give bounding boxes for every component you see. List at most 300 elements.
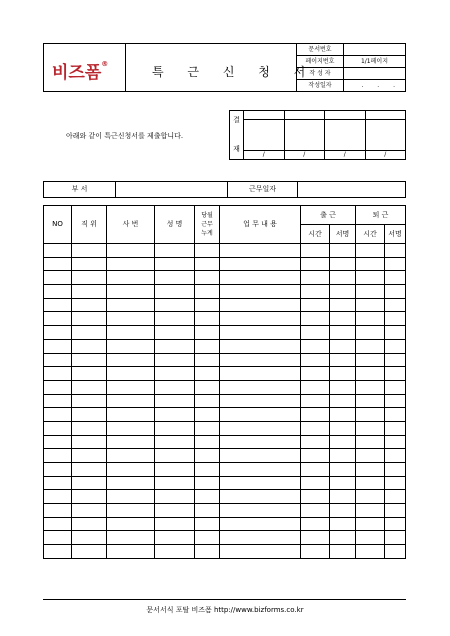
cell-in-time[interactable] [301, 490, 330, 504]
cell-no[interactable] [44, 476, 72, 490]
cell-employee-no[interactable] [107, 476, 155, 490]
table-row [44, 298, 406, 312]
cell-cumulative[interactable] [195, 449, 220, 463]
cell-in-time[interactable] [301, 449, 330, 463]
cell-name[interactable] [155, 476, 195, 490]
table-row [44, 463, 406, 477]
cell-cumulative[interactable] [195, 517, 220, 531]
cell-in-time[interactable] [301, 339, 330, 353]
cell-out-time[interactable] [356, 298, 385, 312]
workdate-value[interactable] [298, 182, 406, 198]
cell-name[interactable] [155, 435, 195, 449]
writer-value[interactable] [344, 68, 406, 80]
cell-task[interactable] [220, 257, 301, 271]
cell-cumulative[interactable] [195, 285, 220, 299]
cell-out-time[interactable] [356, 312, 385, 326]
cell-task[interactable] [220, 298, 301, 312]
cell-out-sign[interactable] [385, 380, 406, 394]
cell-position[interactable] [72, 257, 107, 271]
cell-in-sign[interactable] [330, 271, 356, 285]
cell-employee-no[interactable] [107, 353, 155, 367]
cell-employee-no[interactable] [107, 504, 155, 518]
cell-out-time[interactable] [356, 504, 385, 518]
cell-employee-no[interactable] [107, 408, 155, 422]
cell-task[interactable] [220, 408, 301, 422]
cell-no[interactable] [44, 298, 72, 312]
table-row [44, 421, 406, 435]
cell-in-sign[interactable] [330, 326, 356, 340]
cell-name[interactable] [155, 244, 195, 258]
cell-name[interactable] [155, 298, 195, 312]
cell-position[interactable] [72, 490, 107, 504]
cell-out-sign[interactable] [385, 435, 406, 449]
cell-position[interactable] [72, 394, 107, 408]
cell-name[interactable] [155, 463, 195, 477]
cell-no[interactable] [44, 257, 72, 271]
cell-no[interactable] [44, 367, 72, 381]
cell-cumulative[interactable] [195, 421, 220, 435]
approval-sign-4[interactable] [365, 120, 406, 151]
cell-task[interactable] [220, 339, 301, 353]
cell-out-time[interactable] [356, 435, 385, 449]
col-cumulative-line2: 근무 [201, 221, 213, 228]
cell-in-sign[interactable] [330, 504, 356, 518]
cell-out-sign[interactable] [385, 408, 406, 422]
cell-in-sign[interactable] [330, 476, 356, 490]
cell-position[interactable] [72, 312, 107, 326]
cell-position[interactable] [72, 367, 107, 381]
cell-out-time[interactable] [356, 490, 385, 504]
cell-in-time[interactable] [301, 312, 330, 326]
cell-employee-no[interactable] [107, 435, 155, 449]
cell-task[interactable] [220, 421, 301, 435]
cell-in-sign[interactable] [330, 380, 356, 394]
table-row [44, 408, 406, 422]
cell-position[interactable] [72, 545, 107, 559]
cell-in-sign[interactable] [330, 435, 356, 449]
approval-label-top: 결 [233, 115, 240, 124]
cell-name[interactable] [155, 285, 195, 299]
cell-out-time[interactable] [356, 380, 385, 394]
table-row [44, 326, 406, 340]
cell-task[interactable] [220, 476, 301, 490]
cell-out-time[interactable] [356, 367, 385, 381]
approval-date-2[interactable]: / [284, 151, 325, 160]
approval-date-4[interactable]: / [365, 151, 406, 160]
cell-out-sign[interactable] [385, 490, 406, 504]
col-in-time: 시간 [301, 225, 330, 244]
cell-out-time[interactable] [356, 394, 385, 408]
cell-cumulative[interactable] [195, 244, 220, 258]
cell-in-time[interactable] [301, 257, 330, 271]
cell-position[interactable] [72, 380, 107, 394]
cell-task[interactable] [220, 326, 301, 340]
cell-no[interactable] [44, 244, 72, 258]
col-name: 성 명 [155, 206, 195, 244]
cell-out-time[interactable] [356, 408, 385, 422]
cell-in-sign[interactable] [330, 298, 356, 312]
cell-in-time[interactable] [301, 517, 330, 531]
table-row [44, 367, 406, 381]
cell-cumulative[interactable] [195, 353, 220, 367]
col-in-sign: 서명 [330, 225, 356, 244]
cell-task[interactable] [220, 380, 301, 394]
cell-position[interactable] [72, 271, 107, 285]
cell-no[interactable] [44, 380, 72, 394]
cell-out-time[interactable] [356, 326, 385, 340]
cell-out-sign[interactable] [385, 244, 406, 258]
approval-sign-1[interactable] [244, 120, 285, 151]
cell-in-sign[interactable] [330, 517, 356, 531]
cell-no[interactable] [44, 271, 72, 285]
cell-out-time[interactable] [356, 463, 385, 477]
cell-cumulative[interactable] [195, 490, 220, 504]
cell-in-sign[interactable] [330, 244, 356, 258]
cell-position[interactable] [72, 421, 107, 435]
cell-employee-no[interactable] [107, 326, 155, 340]
cell-name[interactable] [155, 353, 195, 367]
cell-out-time[interactable] [356, 271, 385, 285]
cell-name[interactable] [155, 394, 195, 408]
cell-out-time[interactable] [356, 421, 385, 435]
cell-name[interactable] [155, 408, 195, 422]
cell-employee-no[interactable] [107, 312, 155, 326]
cell-in-time[interactable] [301, 244, 330, 258]
cell-position[interactable] [72, 435, 107, 449]
cell-name[interactable] [155, 504, 195, 518]
col-cumulative-line1: 당월 [201, 212, 213, 219]
cell-no[interactable] [44, 504, 72, 518]
cell-name[interactable] [155, 517, 195, 531]
cell-employee-no[interactable] [107, 257, 155, 271]
cell-task[interactable] [220, 463, 301, 477]
cell-out-time[interactable] [356, 244, 385, 258]
date-value[interactable]: . . . [344, 80, 406, 92]
table-row [44, 517, 406, 531]
cell-task[interactable] [220, 504, 301, 518]
cell-cumulative[interactable] [195, 545, 220, 559]
cell-in-sign[interactable] [330, 394, 356, 408]
cell-name[interactable] [155, 490, 195, 504]
cell-in-sign[interactable] [330, 545, 356, 559]
cell-position[interactable] [72, 476, 107, 490]
cell-cumulative[interactable] [195, 380, 220, 394]
cell-no[interactable] [44, 408, 72, 422]
approval-label [230, 111, 244, 160]
cell-name[interactable] [155, 380, 195, 394]
cell-out-sign[interactable] [385, 353, 406, 367]
cell-task[interactable] [220, 449, 301, 463]
cell-in-sign[interactable] [330, 421, 356, 435]
overtime-table [43, 205, 406, 559]
cell-no[interactable] [44, 353, 72, 367]
department-value[interactable] [116, 182, 228, 198]
cell-no[interactable] [44, 435, 72, 449]
cell-employee-no[interactable] [107, 285, 155, 299]
cell-in-sign[interactable] [330, 339, 356, 353]
cell-task[interactable] [220, 285, 301, 299]
cell-task[interactable] [220, 531, 301, 545]
approval-sign-3[interactable] [325, 120, 366, 151]
cell-in-sign[interactable] [330, 257, 356, 271]
cell-out-time[interactable] [356, 257, 385, 271]
col-no: NO [44, 206, 72, 244]
approval-title-2[interactable] [284, 111, 325, 120]
cell-employee-no[interactable] [107, 271, 155, 285]
cell-out-sign[interactable] [385, 285, 406, 299]
department-label: 부 서 [44, 182, 116, 198]
cell-employee-no[interactable] [107, 298, 155, 312]
cell-cumulative[interactable] [195, 476, 220, 490]
cell-in-time[interactable] [301, 298, 330, 312]
cell-position[interactable] [72, 244, 107, 258]
cell-position[interactable] [72, 285, 107, 299]
cell-cumulative[interactable] [195, 531, 220, 545]
cell-no[interactable] [44, 517, 72, 531]
cell-task[interactable] [220, 490, 301, 504]
table-row [44, 435, 406, 449]
page-number-value: 1/1페이지 [344, 56, 406, 68]
cell-employee-no[interactable] [107, 517, 155, 531]
cell-no[interactable] [44, 421, 72, 435]
cell-name[interactable] [155, 271, 195, 285]
cell-in-sign[interactable] [330, 531, 356, 545]
cell-in-time[interactable] [301, 545, 330, 559]
cell-out-sign[interactable] [385, 394, 406, 408]
cell-task[interactable] [220, 353, 301, 367]
col-cumulative [195, 206, 220, 244]
cell-employee-no[interactable] [107, 531, 155, 545]
table-body [44, 244, 406, 559]
approval-sign-2[interactable] [284, 120, 325, 151]
cell-name[interactable] [155, 531, 195, 545]
cell-in-sign[interactable] [330, 353, 356, 367]
cell-out-sign[interactable] [385, 257, 406, 271]
table-row [44, 380, 406, 394]
approval-date-3[interactable]: / [325, 151, 366, 160]
col-cumulative-line3: 누계 [201, 230, 213, 237]
date-label: 작성일자 [297, 80, 344, 92]
cell-position[interactable] [72, 504, 107, 518]
cell-cumulative[interactable] [195, 312, 220, 326]
cell-name[interactable] [155, 326, 195, 340]
cell-position[interactable] [72, 531, 107, 545]
cell-employee-no[interactable] [107, 394, 155, 408]
cell-position[interactable] [72, 298, 107, 312]
cell-cumulative[interactable] [195, 435, 220, 449]
cell-out-time[interactable] [356, 517, 385, 531]
cell-in-time[interactable] [301, 421, 330, 435]
approval-date-1[interactable]: / [244, 151, 285, 160]
cell-in-sign[interactable] [330, 463, 356, 477]
header-divider [125, 43, 126, 92]
info-table [43, 181, 406, 198]
cell-in-sign[interactable] [330, 490, 356, 504]
cell-no[interactable] [44, 463, 72, 477]
cell-employee-no[interactable] [107, 380, 155, 394]
cell-employee-no[interactable] [107, 545, 155, 559]
cell-position[interactable] [72, 408, 107, 422]
cell-out-time[interactable] [356, 449, 385, 463]
cell-cumulative[interactable] [195, 257, 220, 271]
doc-number-label: 문서번호 [297, 44, 344, 56]
cell-in-time[interactable] [301, 367, 330, 381]
cell-out-sign[interactable] [385, 449, 406, 463]
cell-out-sign[interactable] [385, 463, 406, 477]
table-row [44, 449, 406, 463]
workdate-label: 근무일자 [228, 182, 298, 198]
cell-no[interactable] [44, 312, 72, 326]
cell-in-time[interactable] [301, 504, 330, 518]
cell-task[interactable] [220, 367, 301, 381]
cell-task[interactable] [220, 312, 301, 326]
cell-out-sign[interactable] [385, 271, 406, 285]
cell-no[interactable] [44, 394, 72, 408]
cell-in-sign[interactable] [330, 285, 356, 299]
cell-out-sign[interactable] [385, 517, 406, 531]
table-row [44, 504, 406, 518]
cell-in-time[interactable] [301, 285, 330, 299]
cell-no[interactable] [44, 326, 72, 340]
cell-out-sign[interactable] [385, 326, 406, 340]
cell-cumulative[interactable] [195, 463, 220, 477]
cell-in-time[interactable] [301, 326, 330, 340]
cell-in-time[interactable] [301, 380, 330, 394]
cell-name[interactable] [155, 339, 195, 353]
cell-position[interactable] [72, 353, 107, 367]
col-out-time: 시간 [356, 225, 385, 244]
cell-in-sign[interactable] [330, 449, 356, 463]
cell-out-time[interactable] [356, 545, 385, 559]
table-row [44, 394, 406, 408]
col-clock-out: 퇴 근 [356, 206, 406, 225]
cell-cumulative[interactable] [195, 504, 220, 518]
cell-employee-no[interactable] [107, 244, 155, 258]
cell-task[interactable] [220, 394, 301, 408]
col-position: 직 위 [72, 206, 107, 244]
cell-cumulative[interactable] [195, 326, 220, 340]
cell-cumulative[interactable] [195, 298, 220, 312]
cell-cumulative[interactable] [195, 394, 220, 408]
cell-out-sign[interactable] [385, 298, 406, 312]
cell-name[interactable] [155, 257, 195, 271]
cell-out-sign[interactable] [385, 421, 406, 435]
cell-cumulative[interactable] [195, 408, 220, 422]
table-row [44, 257, 406, 271]
page-number-label: 페이지번호 [297, 56, 344, 68]
cell-position[interactable] [72, 449, 107, 463]
cell-out-sign[interactable] [385, 339, 406, 353]
cell-in-time[interactable] [301, 408, 330, 422]
cell-position[interactable] [72, 463, 107, 477]
table-row [44, 545, 406, 559]
doc-number-value[interactable] [344, 44, 406, 56]
cell-employee-no[interactable] [107, 367, 155, 381]
col-clock-in: 출 근 [301, 206, 356, 225]
table-row [44, 339, 406, 353]
approval-table [229, 110, 406, 160]
cell-out-time[interactable] [356, 285, 385, 299]
table-row [44, 531, 406, 545]
col-out-sign: 서명 [385, 225, 406, 244]
cell-in-sign[interactable] [330, 367, 356, 381]
cell-position[interactable] [72, 326, 107, 340]
footer-divider [43, 599, 406, 600]
cell-in-time[interactable] [301, 271, 330, 285]
cell-no[interactable] [44, 339, 72, 353]
cell-employee-no[interactable] [107, 339, 155, 353]
cell-employee-no[interactable] [107, 421, 155, 435]
cell-out-time[interactable] [356, 531, 385, 545]
cell-in-time[interactable] [301, 463, 330, 477]
col-task: 업 무 내 용 [220, 206, 301, 244]
cell-out-sign[interactable] [385, 476, 406, 490]
cell-out-time[interactable] [356, 476, 385, 490]
cell-out-sign[interactable] [385, 367, 406, 381]
cell-out-sign[interactable] [385, 531, 406, 545]
logo-text: 비즈폼 [52, 63, 102, 83]
table-row [44, 490, 406, 504]
cell-employee-no[interactable] [107, 463, 155, 477]
cell-out-sign[interactable] [385, 312, 406, 326]
cell-employee-no[interactable] [107, 449, 155, 463]
footer-text: 문서서식 포탈 비즈폼 http://www.bizforms.co.kr [146, 606, 304, 614]
cell-in-time[interactable] [301, 435, 330, 449]
cell-position[interactable] [72, 517, 107, 531]
cell-no[interactable] [44, 285, 72, 299]
cell-name[interactable] [155, 312, 195, 326]
cell-out-time[interactable] [356, 353, 385, 367]
approval-title-3[interactable] [325, 111, 366, 120]
cell-in-time[interactable] [301, 394, 330, 408]
cell-no[interactable] [44, 531, 72, 545]
cell-cumulative[interactable] [195, 339, 220, 353]
submission-statement: 아래와 같이 특근신청서를 제출합니다. [66, 132, 184, 140]
cell-task[interactable] [220, 244, 301, 258]
col-employee-no: 사 번 [107, 206, 155, 244]
cell-name[interactable] [155, 545, 195, 559]
cell-in-time[interactable] [301, 353, 330, 367]
cell-no[interactable] [44, 490, 72, 504]
cell-name[interactable] [155, 449, 195, 463]
cell-out-sign[interactable] [385, 545, 406, 559]
cell-out-sign[interactable] [385, 504, 406, 518]
cell-name[interactable] [155, 421, 195, 435]
cell-task[interactable] [220, 435, 301, 449]
cell-employee-no[interactable] [107, 490, 155, 504]
cell-in-sign[interactable] [330, 312, 356, 326]
cell-task[interactable] [220, 271, 301, 285]
cell-task[interactable] [220, 517, 301, 531]
cell-position[interactable] [72, 339, 107, 353]
cell-in-time[interactable] [301, 476, 330, 490]
cell-out-time[interactable] [356, 339, 385, 353]
cell-no[interactable] [44, 449, 72, 463]
table-row [44, 285, 406, 299]
cell-no[interactable] [44, 545, 72, 559]
approval-title-4[interactable] [365, 111, 406, 120]
cell-name[interactable] [155, 367, 195, 381]
cell-task[interactable] [220, 545, 301, 559]
approval-title-1[interactable] [244, 111, 285, 120]
cell-in-sign[interactable] [330, 408, 356, 422]
cell-in-time[interactable] [301, 531, 330, 545]
table-row [44, 244, 406, 258]
cell-cumulative[interactable] [195, 367, 220, 381]
registered-mark: ® [101, 60, 109, 68]
cell-cumulative[interactable] [195, 271, 220, 285]
approval-label-bottom: 재 [233, 145, 240, 153]
